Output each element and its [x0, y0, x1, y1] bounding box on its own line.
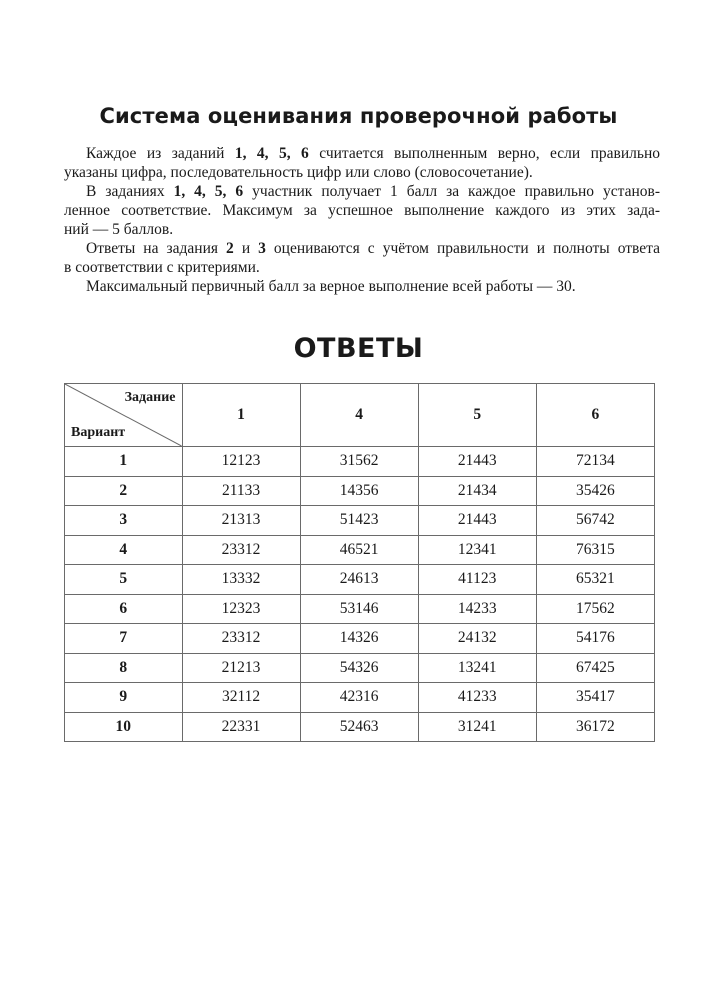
variant-cell: 3 [65, 506, 183, 536]
answer-cell: 12323 [182, 594, 300, 624]
answer-cell: 14356 [300, 476, 418, 506]
paragraph-4-line-1: Максимальный первичный балл за верное выполнение всей работы — 30. [86, 278, 576, 295]
answer-cell: 21443 [418, 506, 536, 536]
answer-cell: 23312 [182, 535, 300, 565]
answer-cell: 41233 [418, 683, 536, 713]
answer-cell: 72134 [536, 447, 654, 477]
answer-cell: 32112 [182, 683, 300, 713]
table-row [65, 712, 655, 742]
paragraph-1-line-1: Каждое из заданий 1, 4, 5, 6 считается выполненным верно, если правильно [86, 145, 661, 162]
corner-header-cell [65, 384, 183, 447]
answer-cell: 42316 [300, 683, 418, 713]
answer-cell: 21434 [418, 476, 536, 506]
answer-cell: 67425 [536, 653, 654, 683]
task-axis-label: Задание [124, 390, 176, 405]
answer-cell: 76315 [536, 535, 654, 565]
answer-cell: 52463 [300, 712, 418, 742]
answer-cell: 21133 [182, 476, 300, 506]
answer-cell: 22331 [182, 712, 300, 742]
table-row [65, 565, 655, 595]
answer-cell: 35426 [536, 476, 654, 506]
table-row [65, 476, 655, 506]
answer-cell: 21213 [182, 653, 300, 683]
paragraph-2-line-2: ленное соответствие. Максимум за успешное выполнение каждого из этих зада- [64, 202, 660, 219]
answer-cell: 21313 [182, 506, 300, 536]
grading-description [64, 144, 660, 296]
table-row [65, 447, 655, 477]
variant-axis-label: Вариант [71, 425, 126, 440]
answer-cell: 31241 [418, 712, 536, 742]
answer-cell: 12123 [182, 447, 300, 477]
answer-cell: 56742 [536, 506, 654, 536]
variant-cell: 8 [65, 653, 183, 683]
answer-cell: 53146 [300, 594, 418, 624]
variant-cell: 9 [65, 683, 183, 713]
paragraph-3-line-2: в соответствии с критериями. [64, 259, 260, 276]
table-row [65, 535, 655, 565]
answers-heading: ОТВЕТЫ [293, 333, 424, 364]
table-row [65, 653, 655, 683]
answer-cell: 13332 [182, 565, 300, 595]
answer-cell: 36172 [536, 712, 654, 742]
task-column-header: 5 [418, 384, 536, 447]
answer-cell: 12341 [418, 535, 536, 565]
page-title: Система оценивания проверочной работы [99, 104, 618, 128]
answer-cell: 54176 [536, 624, 654, 654]
answer-cell: 17562 [536, 594, 654, 624]
answer-cell: 13241 [418, 653, 536, 683]
task-column-header: 6 [536, 384, 654, 447]
answer-cell: 24613 [300, 565, 418, 595]
task-column-header: 4 [300, 384, 418, 447]
answer-cell: 65321 [536, 565, 654, 595]
variant-cell: 5 [65, 565, 183, 595]
answer-cell: 14233 [418, 594, 536, 624]
answer-cell: 54326 [300, 653, 418, 683]
task-column-header: 1 [182, 384, 300, 447]
paragraph-2-line-3: ний — 5 баллов. [64, 221, 174, 238]
answer-cell: 14326 [300, 624, 418, 654]
variant-cell: 1 [65, 447, 183, 477]
variant-cell: 2 [65, 476, 183, 506]
variant-cell: 4 [65, 535, 183, 565]
paragraph-1-line-2: указаны цифра, последовательность цифр или слово (словосочетание). [64, 164, 533, 181]
answer-cell: 46521 [300, 535, 418, 565]
variant-cell: 7 [65, 624, 183, 654]
table-row [65, 683, 655, 713]
answer-cell: 24132 [418, 624, 536, 654]
table-header-row [65, 384, 655, 447]
answer-cell: 21443 [418, 447, 536, 477]
answer-cell: 35417 [536, 683, 654, 713]
table-row [65, 624, 655, 654]
paragraph-2-line-1: В заданиях 1, 4, 5, 6 участник получает 1 балл за каждое правильно установ- [86, 183, 661, 200]
answer-cell: 31562 [300, 447, 418, 477]
answer-cell: 23312 [182, 624, 300, 654]
answer-cell: 41123 [418, 565, 536, 595]
variant-cell: 10 [65, 712, 183, 742]
variant-cell: 6 [65, 594, 183, 624]
answer-cell: 51423 [300, 506, 418, 536]
table-row [65, 594, 655, 624]
paragraph-3-line-1: Ответы на задания 2 и 3 оцениваются с учётом правильности и полноты ответа [86, 240, 660, 257]
answers-table [64, 383, 655, 742]
table-row [65, 506, 655, 536]
